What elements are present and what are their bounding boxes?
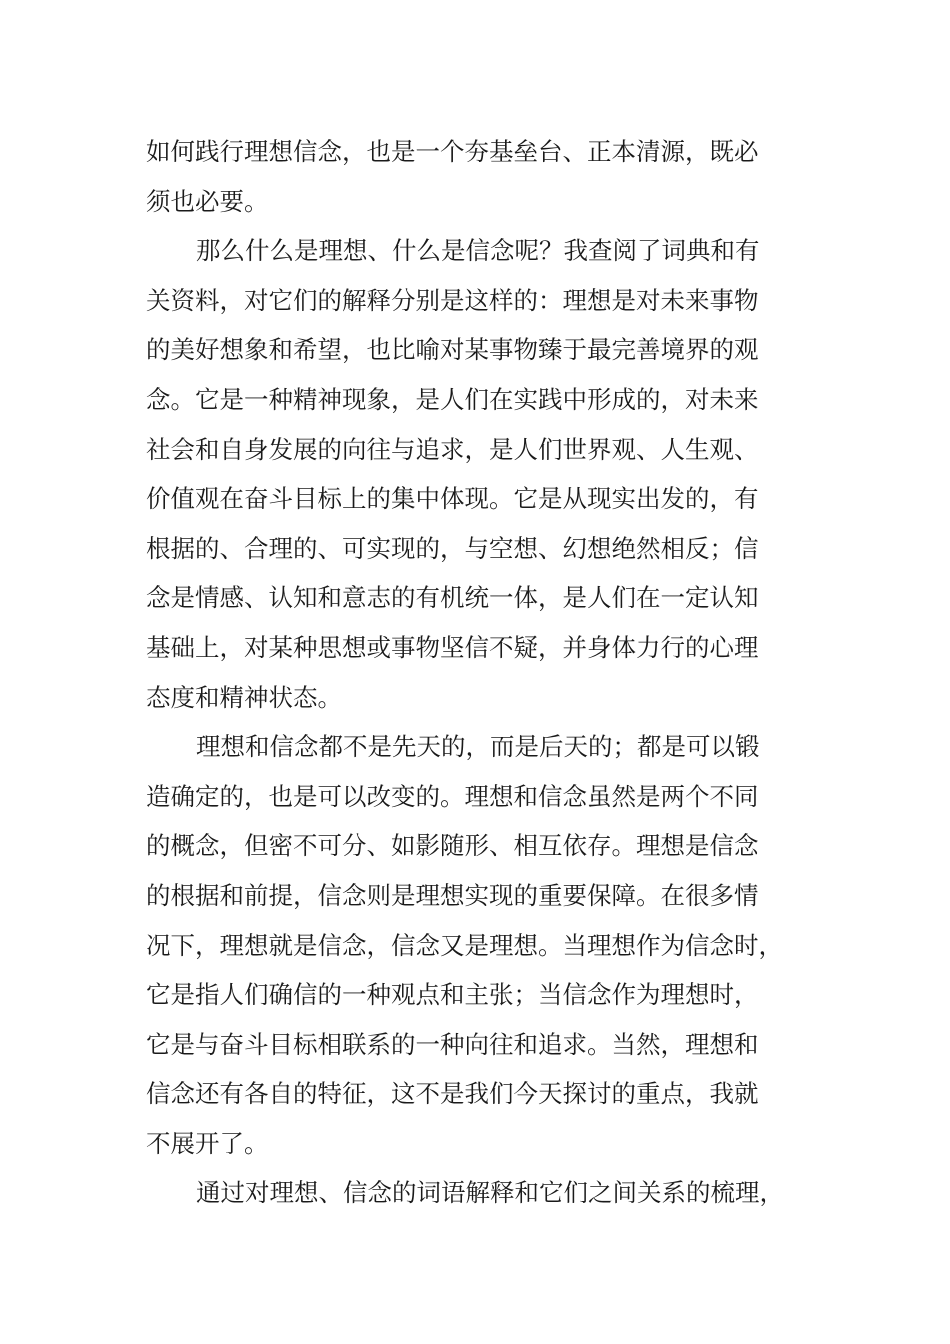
text-line: 态度和精神状态。: [146, 682, 342, 712]
text-line: 信念还有各自的特征，这不是我们今天探讨的重点，我就: [146, 1079, 759, 1109]
paragraph: [146, 127, 806, 226]
text-line: 理想和信念都不是先天的，而是后天的；都是可以锻: [196, 732, 760, 762]
paragraph: [146, 722, 806, 1168]
document-body: [146, 127, 806, 1218]
text-line: 的概念，但密不可分、如影随形、相互依存。理想是信念: [146, 831, 759, 861]
text-line: 社会和自身发展的向往与追求，是人们世界观、人生观、: [146, 434, 759, 464]
text-line: 基础上，对某种思想或事物坚信不疑，并身体力行的心理: [146, 632, 759, 662]
text-line: 念是情感、认知和意志的有机统一体，是人们在一定认知: [146, 583, 759, 613]
text-line: 况下，理想就是信念，信念又是理想。当理想作为信念时，: [146, 930, 783, 960]
text-line: 念。它是一种精神现象，是人们在实践中形成的，对未来: [146, 384, 759, 414]
text-line: 造确定的，也是可以改变的。理想和信念虽然是两个不同: [146, 781, 759, 811]
text-line: 的美好想象和希望，也比喻对某事物臻于最完善境界的观: [146, 335, 759, 365]
text-line: 须也必要。: [146, 186, 269, 216]
text-line: 根据的、合理的、可实现的，与空想、幻想绝然相反；信: [146, 533, 759, 563]
text-line: 如何践行理想信念，也是一个夯基垒台、正本清源，既必: [146, 137, 759, 166]
text-line: 的根据和前提，信念则是理想实现的重要保障。在很多情: [146, 880, 759, 910]
text-line: 那么什么是理想、什么是信念呢？我查阅了词典和有: [196, 236, 760, 266]
text-line: 价值观在奋斗目标上的集中体现。它是从现实出发的，有: [146, 484, 759, 514]
paragraph: [146, 226, 806, 722]
text-line: 它是与奋斗目标相联系的一种向往和追求。当然，理想和: [146, 1029, 759, 1059]
text-line: 它是指人们确信的一种观点和主张；当信念作为理想时，: [146, 980, 759, 1010]
text-line: 通过对理想、信念的词语解释和它们之间关系的梳理，: [196, 1178, 784, 1208]
paragraph: [146, 1168, 806, 1218]
text-line: 不展开了。: [146, 1128, 269, 1158]
text-line: 关资料，对它们的解释分别是这样的：理想是对未来事物: [146, 285, 759, 315]
